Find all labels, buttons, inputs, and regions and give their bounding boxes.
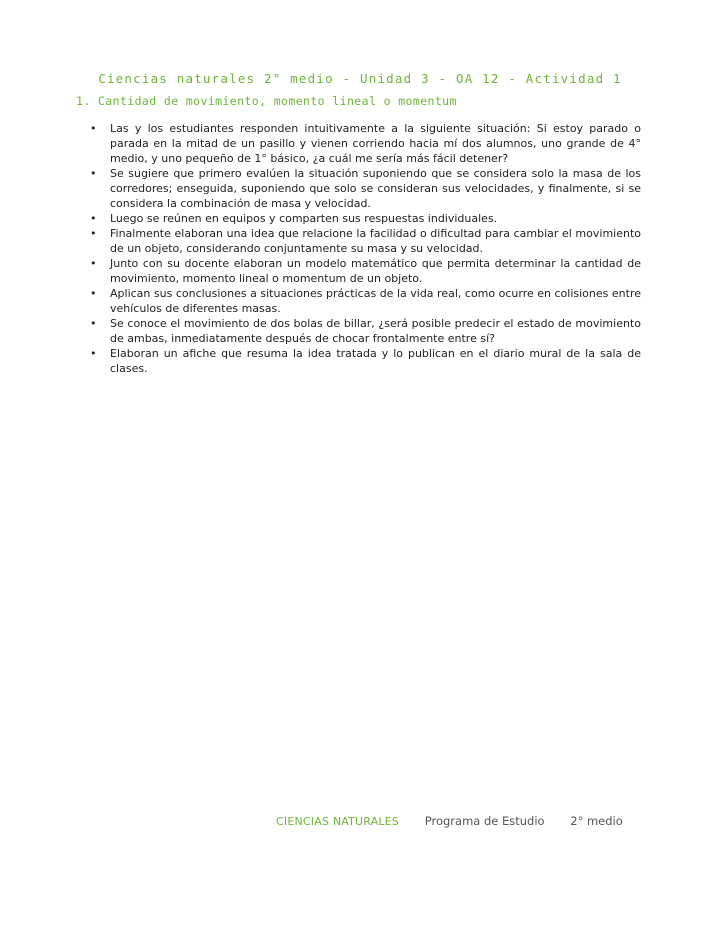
bullet-icon: • xyxy=(90,167,97,180)
list-item xyxy=(90,346,641,376)
activity-list xyxy=(90,121,641,376)
list-item xyxy=(90,256,641,286)
page-header-breadcrumb: Ciencias naturales 2° medio - Unidad 3 - OA 12 - Actividad 1 xyxy=(98,71,622,86)
list-item-text: Las y los estudiantes responden intuitivamente a la siguiente situación: Si estoy parado o parada en la mitad de un pasillo y vienen corriendo hacia mí dos alumnos, uno grande de 4° medio, y uno pequeño de 1° básico, ¿a cuál me sería más fácil detener? xyxy=(110,122,641,165)
list-item xyxy=(90,211,641,226)
footer-program: Programa de Estudio xyxy=(424,814,545,828)
list-item-text: Finalmente elaboran una idea que relacione la facilidad o dificultad para cambiar el movimiento de un objeto, considerando conjuntamente su masa y su velocidad. xyxy=(110,227,641,255)
list-item xyxy=(90,121,641,166)
list-item xyxy=(90,316,641,346)
list-item-text: Elaboran un afiche que resuma la idea tratada y lo publican en el diario mural de la sala de clases. xyxy=(110,347,641,375)
bullet-icon: • xyxy=(90,227,97,240)
bullet-icon: • xyxy=(90,317,97,330)
list-item-text: Se sugiere que primero evalúen la situación suponiendo que se considera solo la masa de los corredores; enseguida, suponiendo que solo se consideran sus velocidades, y finalmente, si se considera la combinación de masa y velocidad. xyxy=(110,167,641,210)
bullet-icon: • xyxy=(90,347,97,360)
bullet-icon: • xyxy=(90,212,97,225)
list-item xyxy=(90,166,641,211)
page-footer xyxy=(276,814,623,828)
bullet-icon: • xyxy=(90,257,97,270)
list-item xyxy=(90,286,641,316)
list-item-text: Se conoce el movimiento de dos bolas de billar, ¿será posible predecir el estado de movimiento de ambas, inmediatamente después de chocar frontalmente entre sí? xyxy=(110,317,641,345)
list-item xyxy=(90,226,641,256)
footer-level: 2° medio xyxy=(570,814,623,828)
footer-subject: CIENCIAS NATURALES xyxy=(276,815,400,828)
bullet-icon: • xyxy=(90,287,97,300)
list-item-text: Aplican sus conclusiones a situaciones prácticas de la vida real, como ocurre en colisiones entre vehículos de diferentes masas. xyxy=(110,287,641,315)
section-title: 1. Cantidad de movimiento, momento lineal o momentum xyxy=(76,94,457,108)
list-item-text: Luego se reúnen en equipos y comparten sus respuestas individuales. xyxy=(110,212,498,225)
list-item-text: Junto con su docente elaboran un modelo matemático que permita determinar la cantidad de movimiento, momento lineal o momentum de un objeto. xyxy=(110,257,641,285)
bullet-icon: • xyxy=(90,122,97,135)
